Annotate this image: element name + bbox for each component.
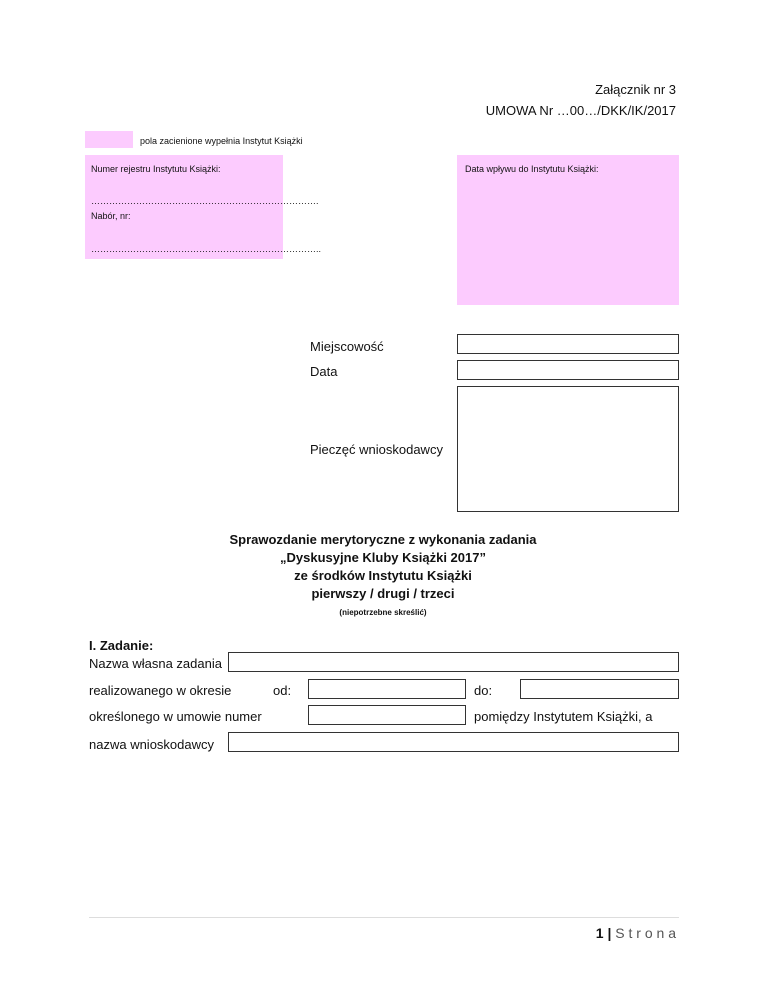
recruitment-number-field[interactable]: …………………………………………………………………..: [91, 244, 322, 254]
applicant-name-label: nazwa wnioskodawcy: [89, 737, 215, 752]
report-title-line4: pierwszy / drugi / trzeci: [311, 586, 455, 601]
from-label: od:: [273, 683, 292, 698]
task-name-label: Nazwa własna zadania: [89, 656, 222, 671]
task-name-input[interactable]: [228, 652, 679, 672]
contract-number-input[interactable]: [308, 705, 466, 725]
section-heading: I. Zadanie:: [89, 638, 154, 653]
period-to-input[interactable]: [520, 679, 679, 699]
registry-number-label: Numer rejestru Instytutu Książki:: [91, 164, 221, 174]
receipt-date-label: Data wpływu do Instytutu Książki:: [465, 164, 599, 174]
period-from-input[interactable]: [308, 679, 466, 699]
date-label: Data: [310, 364, 338, 379]
stamp-label: Pieczęć wnioskodawcy: [310, 442, 443, 457]
page-number: 1: [595, 925, 604, 941]
report-title-line1: Sprawozdanie merytoryczne z wykonania zadania: [229, 532, 537, 547]
attachment-number: Załącznik nr 3: [595, 82, 676, 97]
report-title-note: (niepotrzebne skreślić): [339, 608, 427, 617]
page-footer: [596, 925, 676, 941]
place-input[interactable]: [457, 334, 679, 354]
registry-number-field[interactable]: ………………………………………………………………….: [91, 196, 319, 206]
shaded-legend-swatch: [85, 131, 133, 148]
to-label: do:: [474, 683, 493, 698]
page-word: S t r o n a: [615, 925, 676, 941]
recruitment-label: Nabór, nr:: [91, 211, 131, 221]
registry-box: [85, 155, 322, 259]
applicant-name-input[interactable]: [228, 732, 679, 752]
between-label: pomiędzy Instytutem Książki, a: [474, 709, 653, 724]
report-title-line3: ze środków Instytutu Książki: [294, 568, 472, 583]
footer-divider: [89, 917, 679, 918]
date-input[interactable]: [457, 360, 679, 380]
report-title-line2: „Dyskusyjne Kluby Książki 2017”: [280, 550, 486, 565]
shaded-legend-text: pola zacienione wypełnia Instytut Książki: [140, 136, 303, 146]
period-label: realizowanego w okresie: [89, 683, 232, 698]
place-label: Miejscowość: [310, 339, 384, 354]
contract-number: UMOWA Nr …00…/DKK/IK/2017: [485, 103, 676, 118]
receipt-date-box: [457, 155, 679, 305]
page-separator: |: [607, 925, 612, 941]
contract-label: określonego w umowie numer: [89, 709, 262, 724]
stamp-box[interactable]: [457, 386, 679, 512]
